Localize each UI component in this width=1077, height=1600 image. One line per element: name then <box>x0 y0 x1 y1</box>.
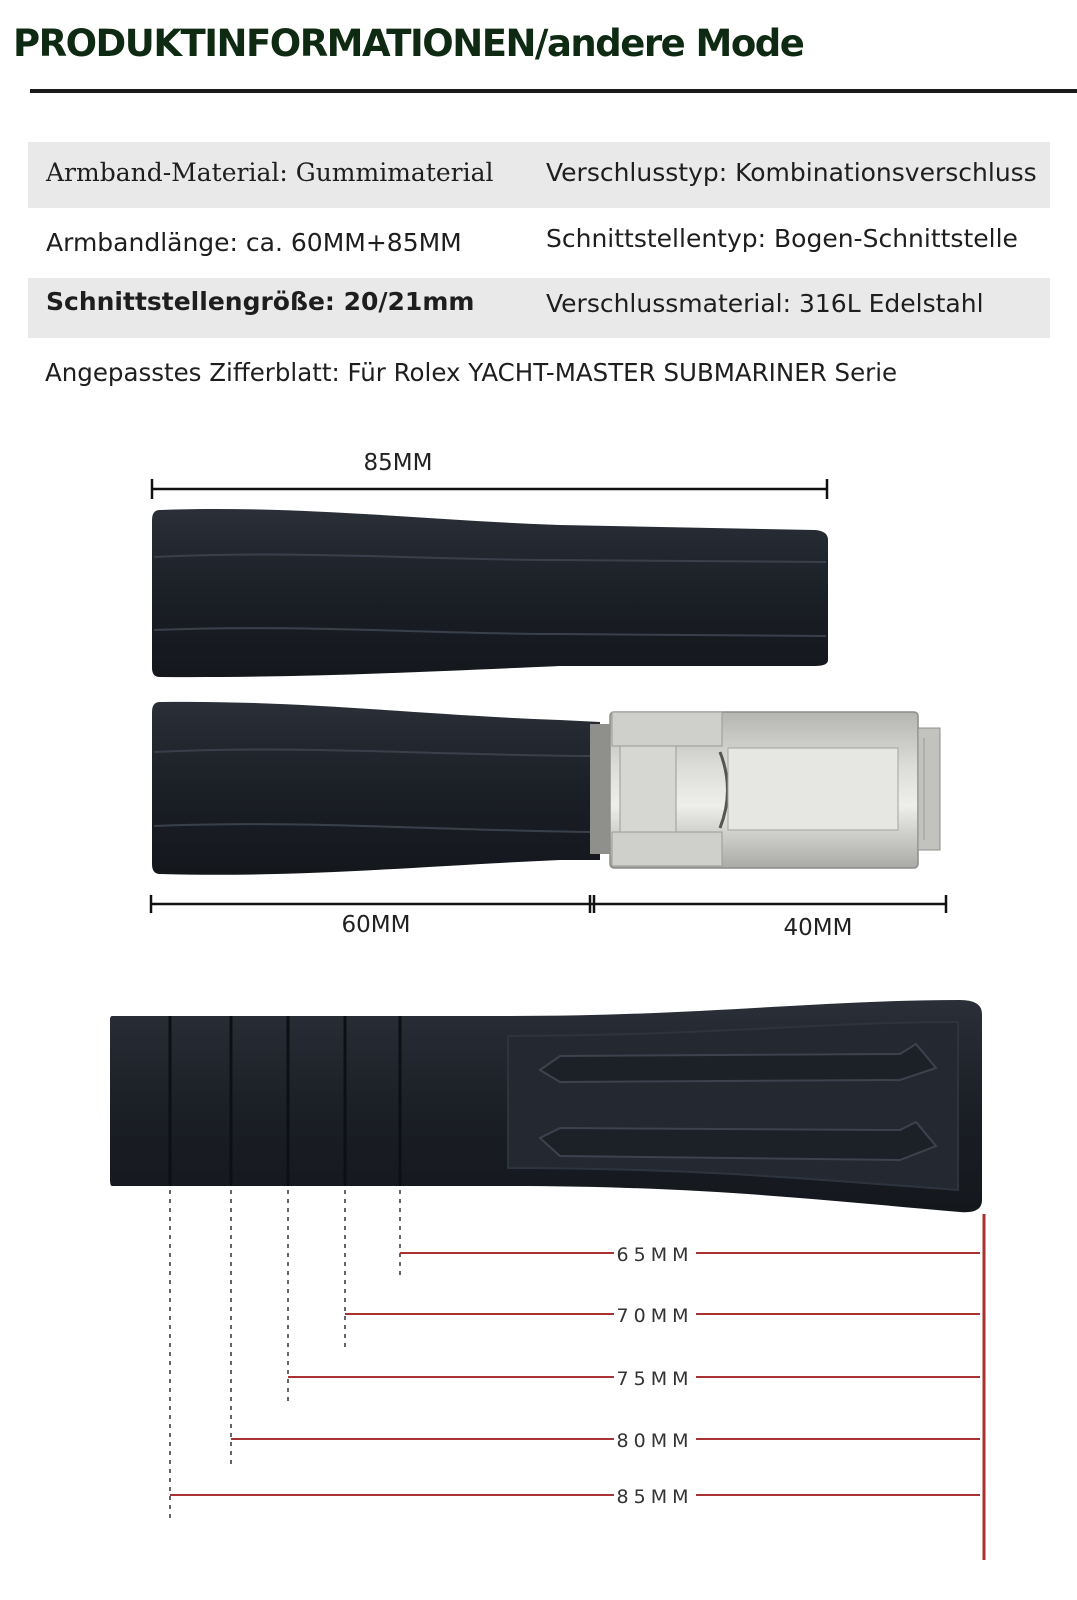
strap-clasp-piece <box>152 702 600 875</box>
page-title: PRODUKTINFORMATIONEN/andere Mode <box>13 22 804 65</box>
label-40mm: 40MM <box>783 915 853 941</box>
steel-clasp <box>590 712 940 868</box>
spec-dial-compatibility: Angepasstes Zifferblatt: Für Rolex YACHT-MASTER SUBMARINER Serie <box>45 358 898 387</box>
spec-interface-type: Schnittstellentyp: Bogen-Schnittstelle <box>546 224 1018 253</box>
dimension-85mm-top <box>152 450 827 499</box>
label-cut-80mm: 80MM <box>616 1430 694 1452</box>
spec-strap-material: Armband-Material: Gummimaterial <box>46 158 494 187</box>
cut-measure-lines <box>170 1214 984 1560</box>
label-cut-70mm: 70MM <box>616 1305 694 1327</box>
label-cut-75mm: 75MM <box>616 1368 694 1390</box>
label-85mm-top: 85MM <box>363 450 433 476</box>
dimension-60mm-40mm <box>151 895 946 941</box>
spec-strap-length: Armbandlänge: ca. 60MM+85MM <box>46 228 462 257</box>
spec-clasp-material: Verschlussmaterial: 316L Edelstahl <box>546 289 984 318</box>
label-cut-85mm: 85MM <box>616 1486 694 1508</box>
spec-clasp-type: Verschlusstyp: Kombinationsverschluss <box>546 158 1037 187</box>
label-60mm: 60MM <box>341 912 411 938</box>
cut-guide-lines <box>170 1190 400 1520</box>
strap-cut-length-piece <box>110 1000 982 1212</box>
spec-interface-size: Schnittstellengröße: 20/21mm <box>46 287 475 316</box>
label-cut-65mm: 65MM <box>616 1244 694 1266</box>
strap-long-piece <box>152 509 828 677</box>
